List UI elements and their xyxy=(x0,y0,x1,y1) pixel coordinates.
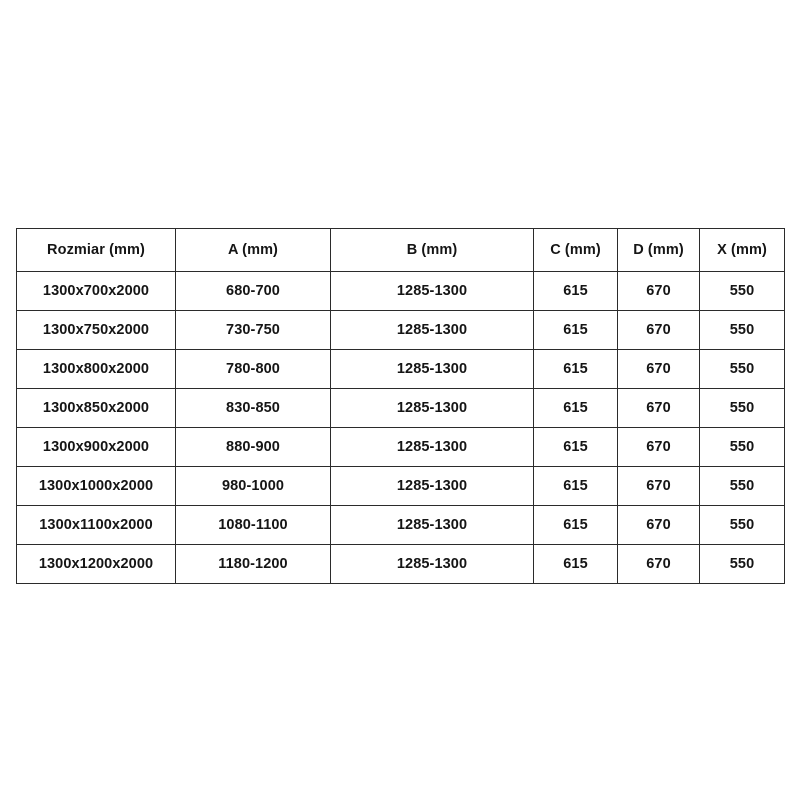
cell-x: 550 xyxy=(700,467,785,506)
cell-rozmiar: 1300x1100x2000 xyxy=(17,506,176,545)
cell-a: 1180-1200 xyxy=(176,545,331,584)
table-row xyxy=(17,272,785,311)
cell-d: 670 xyxy=(618,545,700,584)
cell-x: 550 xyxy=(700,389,785,428)
cell-c: 615 xyxy=(534,389,618,428)
column-header-b: B (mm) xyxy=(331,229,534,272)
cell-x: 550 xyxy=(700,272,785,311)
cell-b: 1285-1300 xyxy=(331,428,534,467)
column-header-rozmiar: Rozmiar (mm) xyxy=(17,229,176,272)
cell-x: 550 xyxy=(700,428,785,467)
cell-rozmiar: 1300x1000x2000 xyxy=(17,467,176,506)
cell-a: 680-700 xyxy=(176,272,331,311)
cell-x: 550 xyxy=(700,545,785,584)
cell-d: 670 xyxy=(618,272,700,311)
cell-b: 1285-1300 xyxy=(331,389,534,428)
cell-rozmiar: 1300x800x2000 xyxy=(17,350,176,389)
cell-rozmiar: 1300x750x2000 xyxy=(17,311,176,350)
table-row xyxy=(17,545,785,584)
cell-rozmiar: 1300x700x2000 xyxy=(17,272,176,311)
cell-rozmiar: 1300x850x2000 xyxy=(17,389,176,428)
size-table-container xyxy=(16,228,784,584)
cell-b: 1285-1300 xyxy=(331,350,534,389)
cell-c: 615 xyxy=(534,272,618,311)
cell-rozmiar: 1300x1200x2000 xyxy=(17,545,176,584)
column-header-c: C (mm) xyxy=(534,229,618,272)
cell-d: 670 xyxy=(618,389,700,428)
cell-rozmiar: 1300x900x2000 xyxy=(17,428,176,467)
table-header xyxy=(17,229,785,272)
cell-x: 550 xyxy=(700,311,785,350)
cell-c: 615 xyxy=(534,428,618,467)
cell-b: 1285-1300 xyxy=(331,311,534,350)
cell-b: 1285-1300 xyxy=(331,506,534,545)
cell-a: 1080-1100 xyxy=(176,506,331,545)
cell-c: 615 xyxy=(534,311,618,350)
cell-c: 615 xyxy=(534,467,618,506)
cell-b: 1285-1300 xyxy=(331,545,534,584)
cell-c: 615 xyxy=(534,545,618,584)
cell-a: 730-750 xyxy=(176,311,331,350)
cell-a: 980-1000 xyxy=(176,467,331,506)
cell-a: 880-900 xyxy=(176,428,331,467)
cell-x: 550 xyxy=(700,350,785,389)
table-row xyxy=(17,467,785,506)
cell-d: 670 xyxy=(618,428,700,467)
cell-d: 670 xyxy=(618,506,700,545)
cell-b: 1285-1300 xyxy=(331,467,534,506)
cell-a: 780-800 xyxy=(176,350,331,389)
cell-d: 670 xyxy=(618,350,700,389)
column-header-a: A (mm) xyxy=(176,229,331,272)
column-header-d: D (mm) xyxy=(618,229,700,272)
cell-b: 1285-1300 xyxy=(331,272,534,311)
cell-d: 670 xyxy=(618,467,700,506)
column-header-x: X (mm) xyxy=(700,229,785,272)
cell-a: 830-850 xyxy=(176,389,331,428)
size-table xyxy=(16,228,785,584)
table-row xyxy=(17,506,785,545)
cell-d: 670 xyxy=(618,311,700,350)
table-row xyxy=(17,350,785,389)
table-row xyxy=(17,389,785,428)
cell-x: 550 xyxy=(700,506,785,545)
table-row xyxy=(17,428,785,467)
table-body xyxy=(17,272,785,584)
table-header-row xyxy=(17,229,785,272)
cell-c: 615 xyxy=(534,350,618,389)
cell-c: 615 xyxy=(534,506,618,545)
table-row xyxy=(17,311,785,350)
